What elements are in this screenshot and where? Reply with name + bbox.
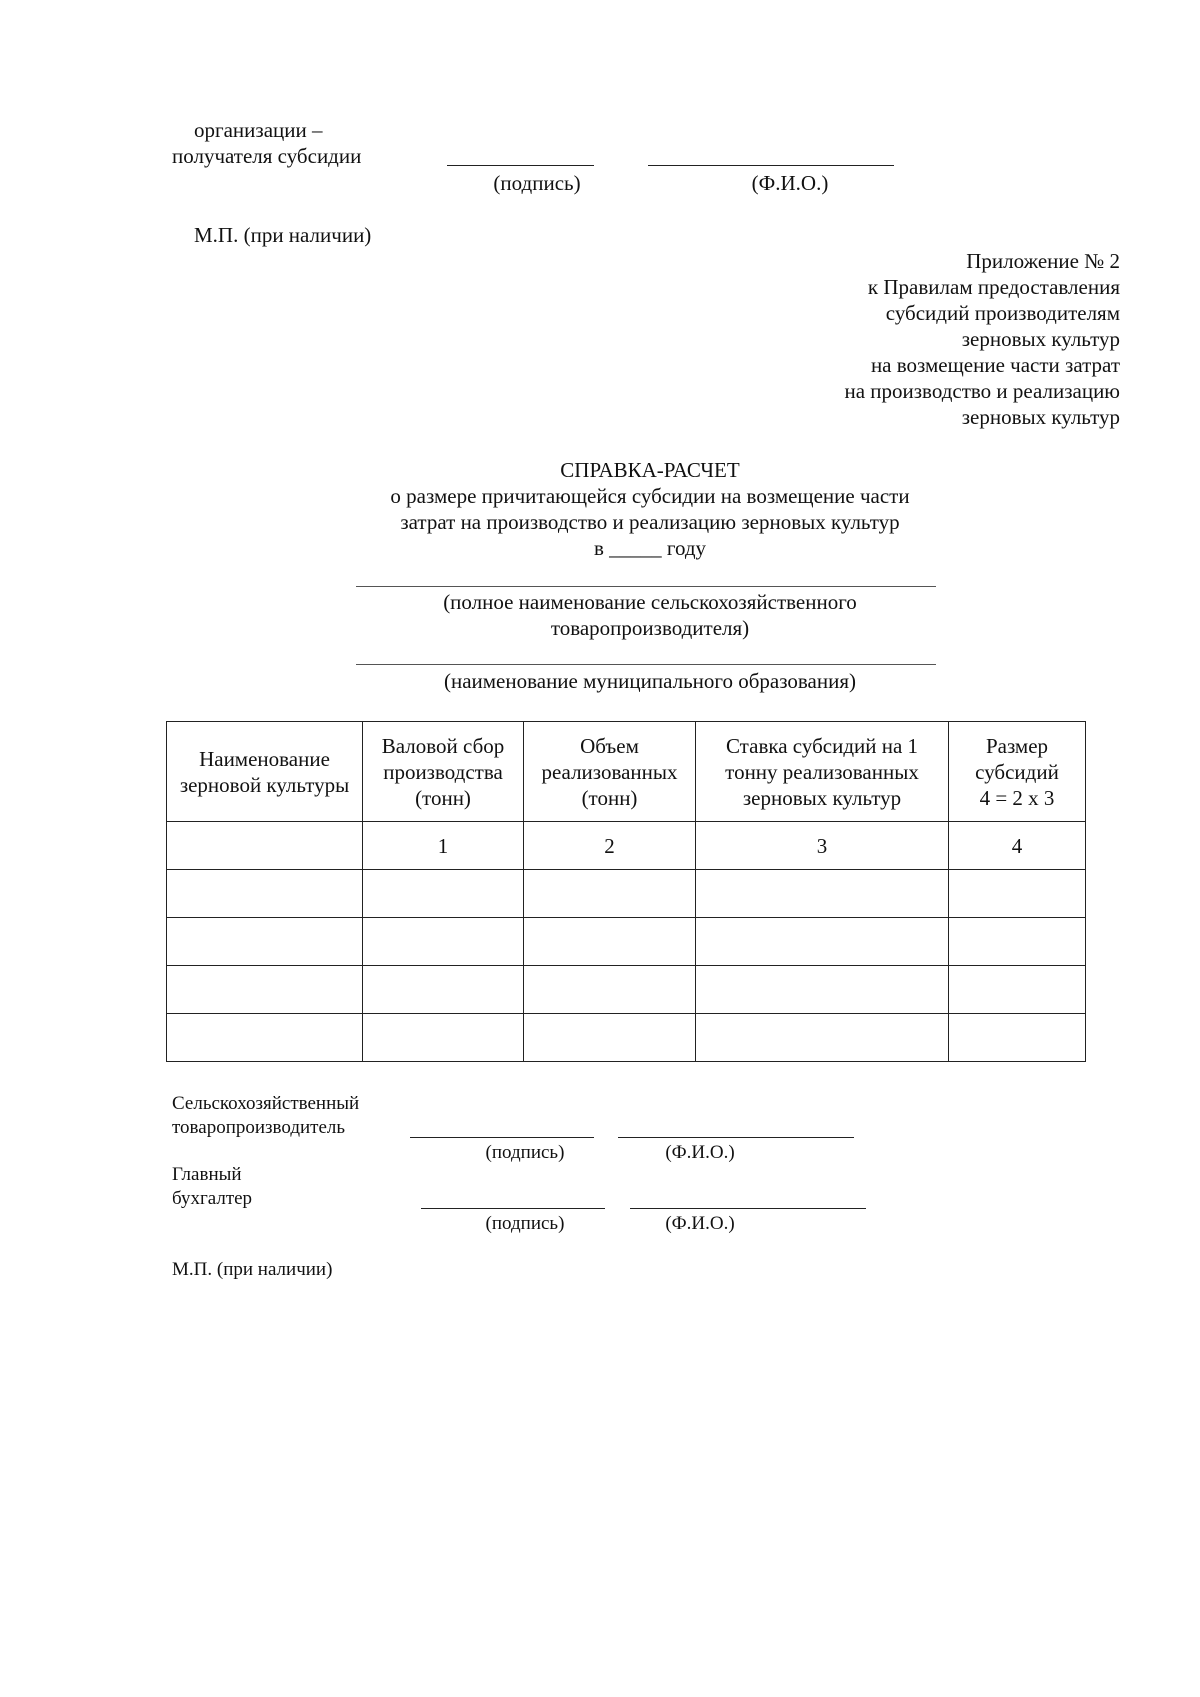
appendix-line: зерновых культур [961, 405, 1120, 429]
bottom-stamp-label: М.П. (при наличии) [172, 1259, 333, 1280]
name-line [648, 165, 894, 166]
signature-caption: (подпись) [493, 171, 581, 195]
producer-label-line1: Сельскохозяйственный [172, 1093, 360, 1114]
title-line2: затрат на производство и реализацию зерновых культур [400, 510, 900, 534]
accountant-signature-line [421, 1208, 605, 1209]
appendix-line: на возмещение части затрат [870, 353, 1120, 377]
table-cell[interactable] [363, 870, 524, 918]
appendix-line: зерновых культур [961, 327, 1120, 351]
header-cell-crop: Наименование зерновой культуры [167, 722, 363, 822]
number-cell: 3 [696, 822, 949, 870]
producer-caption [300, 589, 1000, 641]
header-cell-subsidy-amount: Размер субсидий 4 = 2 x 3 [949, 722, 1086, 822]
municipality-caption: (наименование муниципального образования) [443, 669, 857, 693]
table-cell[interactable] [949, 870, 1086, 918]
producer-caption-line1: (полное наименование сельскохозяйственного [443, 590, 857, 614]
table-cell[interactable] [167, 918, 363, 966]
table-cell[interactable] [363, 1014, 524, 1062]
table-cell[interactable] [949, 1014, 1086, 1062]
subsidy-table [166, 721, 1086, 1062]
table-number-row [167, 822, 1086, 870]
table-cell[interactable] [524, 966, 696, 1014]
accountant-name-caption: (Ф.И.О.) [665, 1213, 735, 1234]
accountant-name-line [630, 1208, 866, 1209]
table-cell[interactable] [696, 870, 949, 918]
table-cell[interactable] [363, 918, 524, 966]
header-cell-gross-harvest: Валовой сбор производства (тонн) [363, 722, 524, 822]
appendix-line: субсидий производителям [885, 301, 1120, 325]
appendix-line: на производство и реализацию [844, 379, 1120, 403]
signature-line [447, 165, 594, 166]
stamp-label: М.П. (при наличии) [194, 223, 372, 247]
producer-name-line [356, 586, 936, 587]
name-caption: (Ф.И.О.) [751, 171, 829, 195]
title-year-line: в _____ году [593, 536, 707, 560]
accountant-label-line2: бухгалтер [172, 1188, 253, 1209]
header-cell-volume-sold: Объем реализованных (тонн) [524, 722, 696, 822]
appendix-line: к Правилам предоставления [867, 275, 1120, 299]
org-label-line1: организации – [194, 118, 323, 142]
table-cell[interactable] [524, 870, 696, 918]
table-cell[interactable] [949, 918, 1086, 966]
number-cell [167, 822, 363, 870]
accountant-signature-caption: (подпись) [485, 1213, 565, 1234]
number-cell: 1 [363, 822, 524, 870]
table-cell[interactable] [524, 1014, 696, 1062]
title-heading: СПРАВКА-РАСЧЕТ [560, 458, 740, 482]
accountant-label-line1: Главный [172, 1164, 242, 1185]
appendix-block [700, 248, 1120, 430]
table-cell[interactable] [696, 966, 949, 1014]
producer-name-caption: (Ф.И.О.) [665, 1142, 735, 1163]
document-title [300, 457, 1000, 561]
table-cell[interactable] [696, 1014, 949, 1062]
table-cell[interactable] [167, 966, 363, 1014]
number-cell: 4 [949, 822, 1086, 870]
table-row [167, 1014, 1086, 1062]
title-line1: о размере причитающейся субсидии на возмещение части [390, 484, 910, 508]
municipality-name-line [356, 664, 936, 665]
table-cell[interactable] [167, 870, 363, 918]
header-cell-rate: Ставка субсидий на 1 тонну реализованных зерновых культур [696, 722, 949, 822]
table-cell[interactable] [696, 918, 949, 966]
table-header-row [167, 722, 1086, 822]
org-label-line2: получателя субсидии [172, 144, 362, 168]
table-cell[interactable] [363, 966, 524, 1014]
producer-caption-line2: товаропроизводителя) [550, 616, 750, 640]
appendix-line: Приложение № 2 [966, 249, 1120, 273]
table-row [167, 966, 1086, 1014]
producer-name-line [618, 1137, 854, 1138]
table-row [167, 870, 1086, 918]
table-row [167, 918, 1086, 966]
producer-label-line2: товаропроизводитель [172, 1117, 346, 1138]
producer-signature-line [410, 1137, 594, 1138]
producer-signature-caption: (подпись) [485, 1142, 565, 1163]
table-cell[interactable] [524, 918, 696, 966]
table-cell[interactable] [949, 966, 1086, 1014]
table-cell[interactable] [167, 1014, 363, 1062]
number-cell: 2 [524, 822, 696, 870]
